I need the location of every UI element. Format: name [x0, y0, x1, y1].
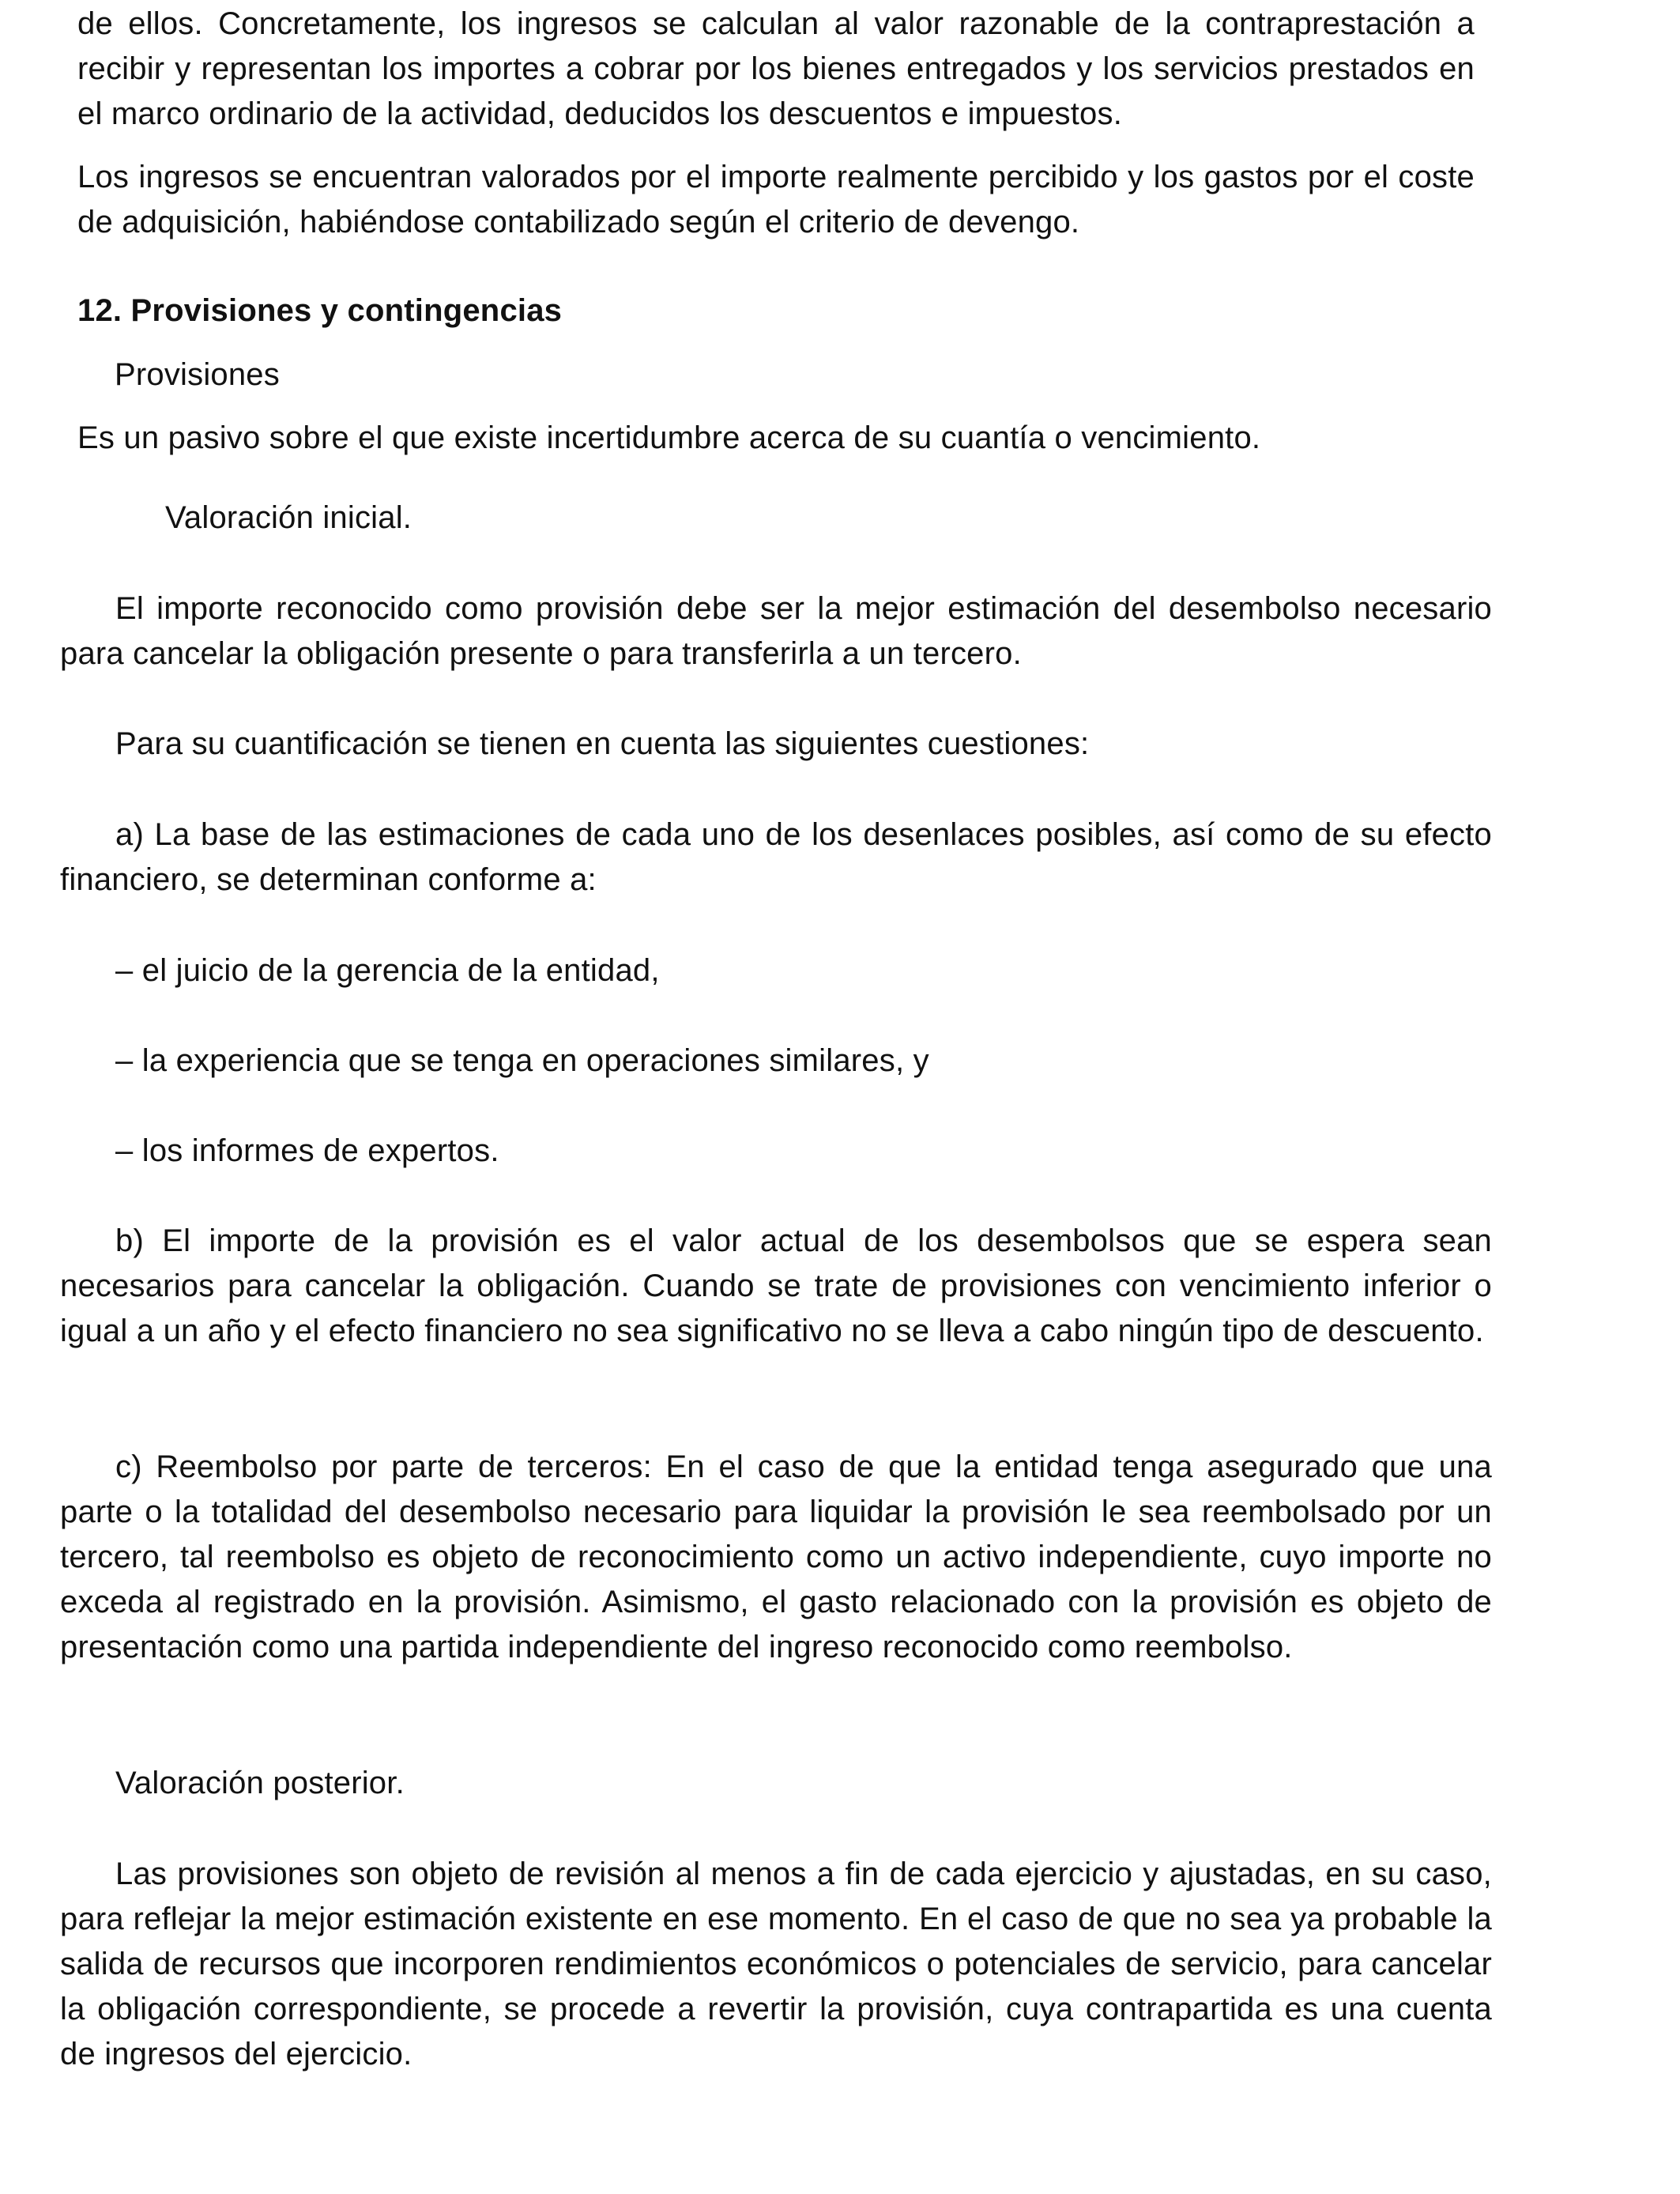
section-heading: 12. Provisiones y contingencias [77, 293, 563, 328]
paragraph-cuantificacion: Para su cuantificación se tienen en cuenta las siguientes cuestiones: [115, 726, 1090, 761]
label-valoracion-inicial: Valoración inicial. [165, 500, 412, 535]
subheading-provisiones: Provisiones [115, 357, 280, 392]
paragraph-ingresos-valoracion: Los ingresos se encuentran valorados por el importe realmente percibido y los gastos por el coste de adquisición, habiéndose contabilizado según el criterio de devengo. [77, 160, 1475, 239]
paragraph-importe-reconocido: El importe reconocido como provisión debe ser la mejor estimación del desembolso necesario para cancelar la obligación presente o para transferirla a un tercero. [60, 591, 1492, 671]
bullet-experiencia: – la experiencia que se tenga en operaciones similares, y [115, 1043, 929, 1078]
paragraph-definition: Es un pasivo sobre el que existe incertidumbre acerca de su cuantía o vencimiento. [77, 420, 1261, 455]
paragraph-valoracion-posterior: Las provisiones son objeto de revisión al menos a fin de cada ejercicio y ajustadas, en su caso, para reflejar la mejor estimación existente en ese momento. En el caso de que no sea ya probable la salida de recursos que incorporen rendimientos económicos o potenciales de servicio, para cancelar la obligación correspondiente, se procede a revertir la provisión, cuya contrapartida es una cuenta de ingresos del ejercicio. [60, 1857, 1492, 2071]
paragraph-ingresos-continuation: de ellos. Concretamente, los ingresos se calculan al valor razonable de la contraprestación a recibir y representan los importes a cobrar por los bienes entregados y los servicios prestados en el marco ordinario de la actividad, deducidos los descuentos e impuestos. [77, 6, 1475, 131]
paragraph-item-b: b) El importe de la provisión es el valor actual de los desembolsos que se espera sean necesarios para cancelar la obligación. Cuando se trate de provisiones con vencimiento inferior o igual a un año y el efecto financiero no sea significativo no se lleva a cabo ningún tipo de descuento. [60, 1223, 1492, 1348]
bullet-juicio-gerencia: – el juicio de la gerencia de la entidad, [115, 953, 660, 988]
paragraph-item-a: a) La base de las estimaciones de cada uno de los desenlaces posibles, así como de su efecto financiero, se determinan conforme a: [60, 817, 1492, 897]
label-valoracion-posterior: Valoración posterior. [115, 1766, 405, 1800]
bullet-informes-expertos: – los informes de expertos. [115, 1133, 499, 1168]
paragraph-item-c: c) Reembolso por parte de terceros: En el caso de que la entidad tenga asegurado que una parte o la totalidad del desembolso necesario para liquidar la provisión le sea reembolsado por un tercero, tal reembolso es objeto de reconocimiento como un activo independiente, cuyo importe no exceda al registrado en la provisión. Asimismo, el gasto relacionado con la provisión es objeto de presentación como una partida independiente del ingreso reconocido como reembolso. [60, 1449, 1492, 1664]
